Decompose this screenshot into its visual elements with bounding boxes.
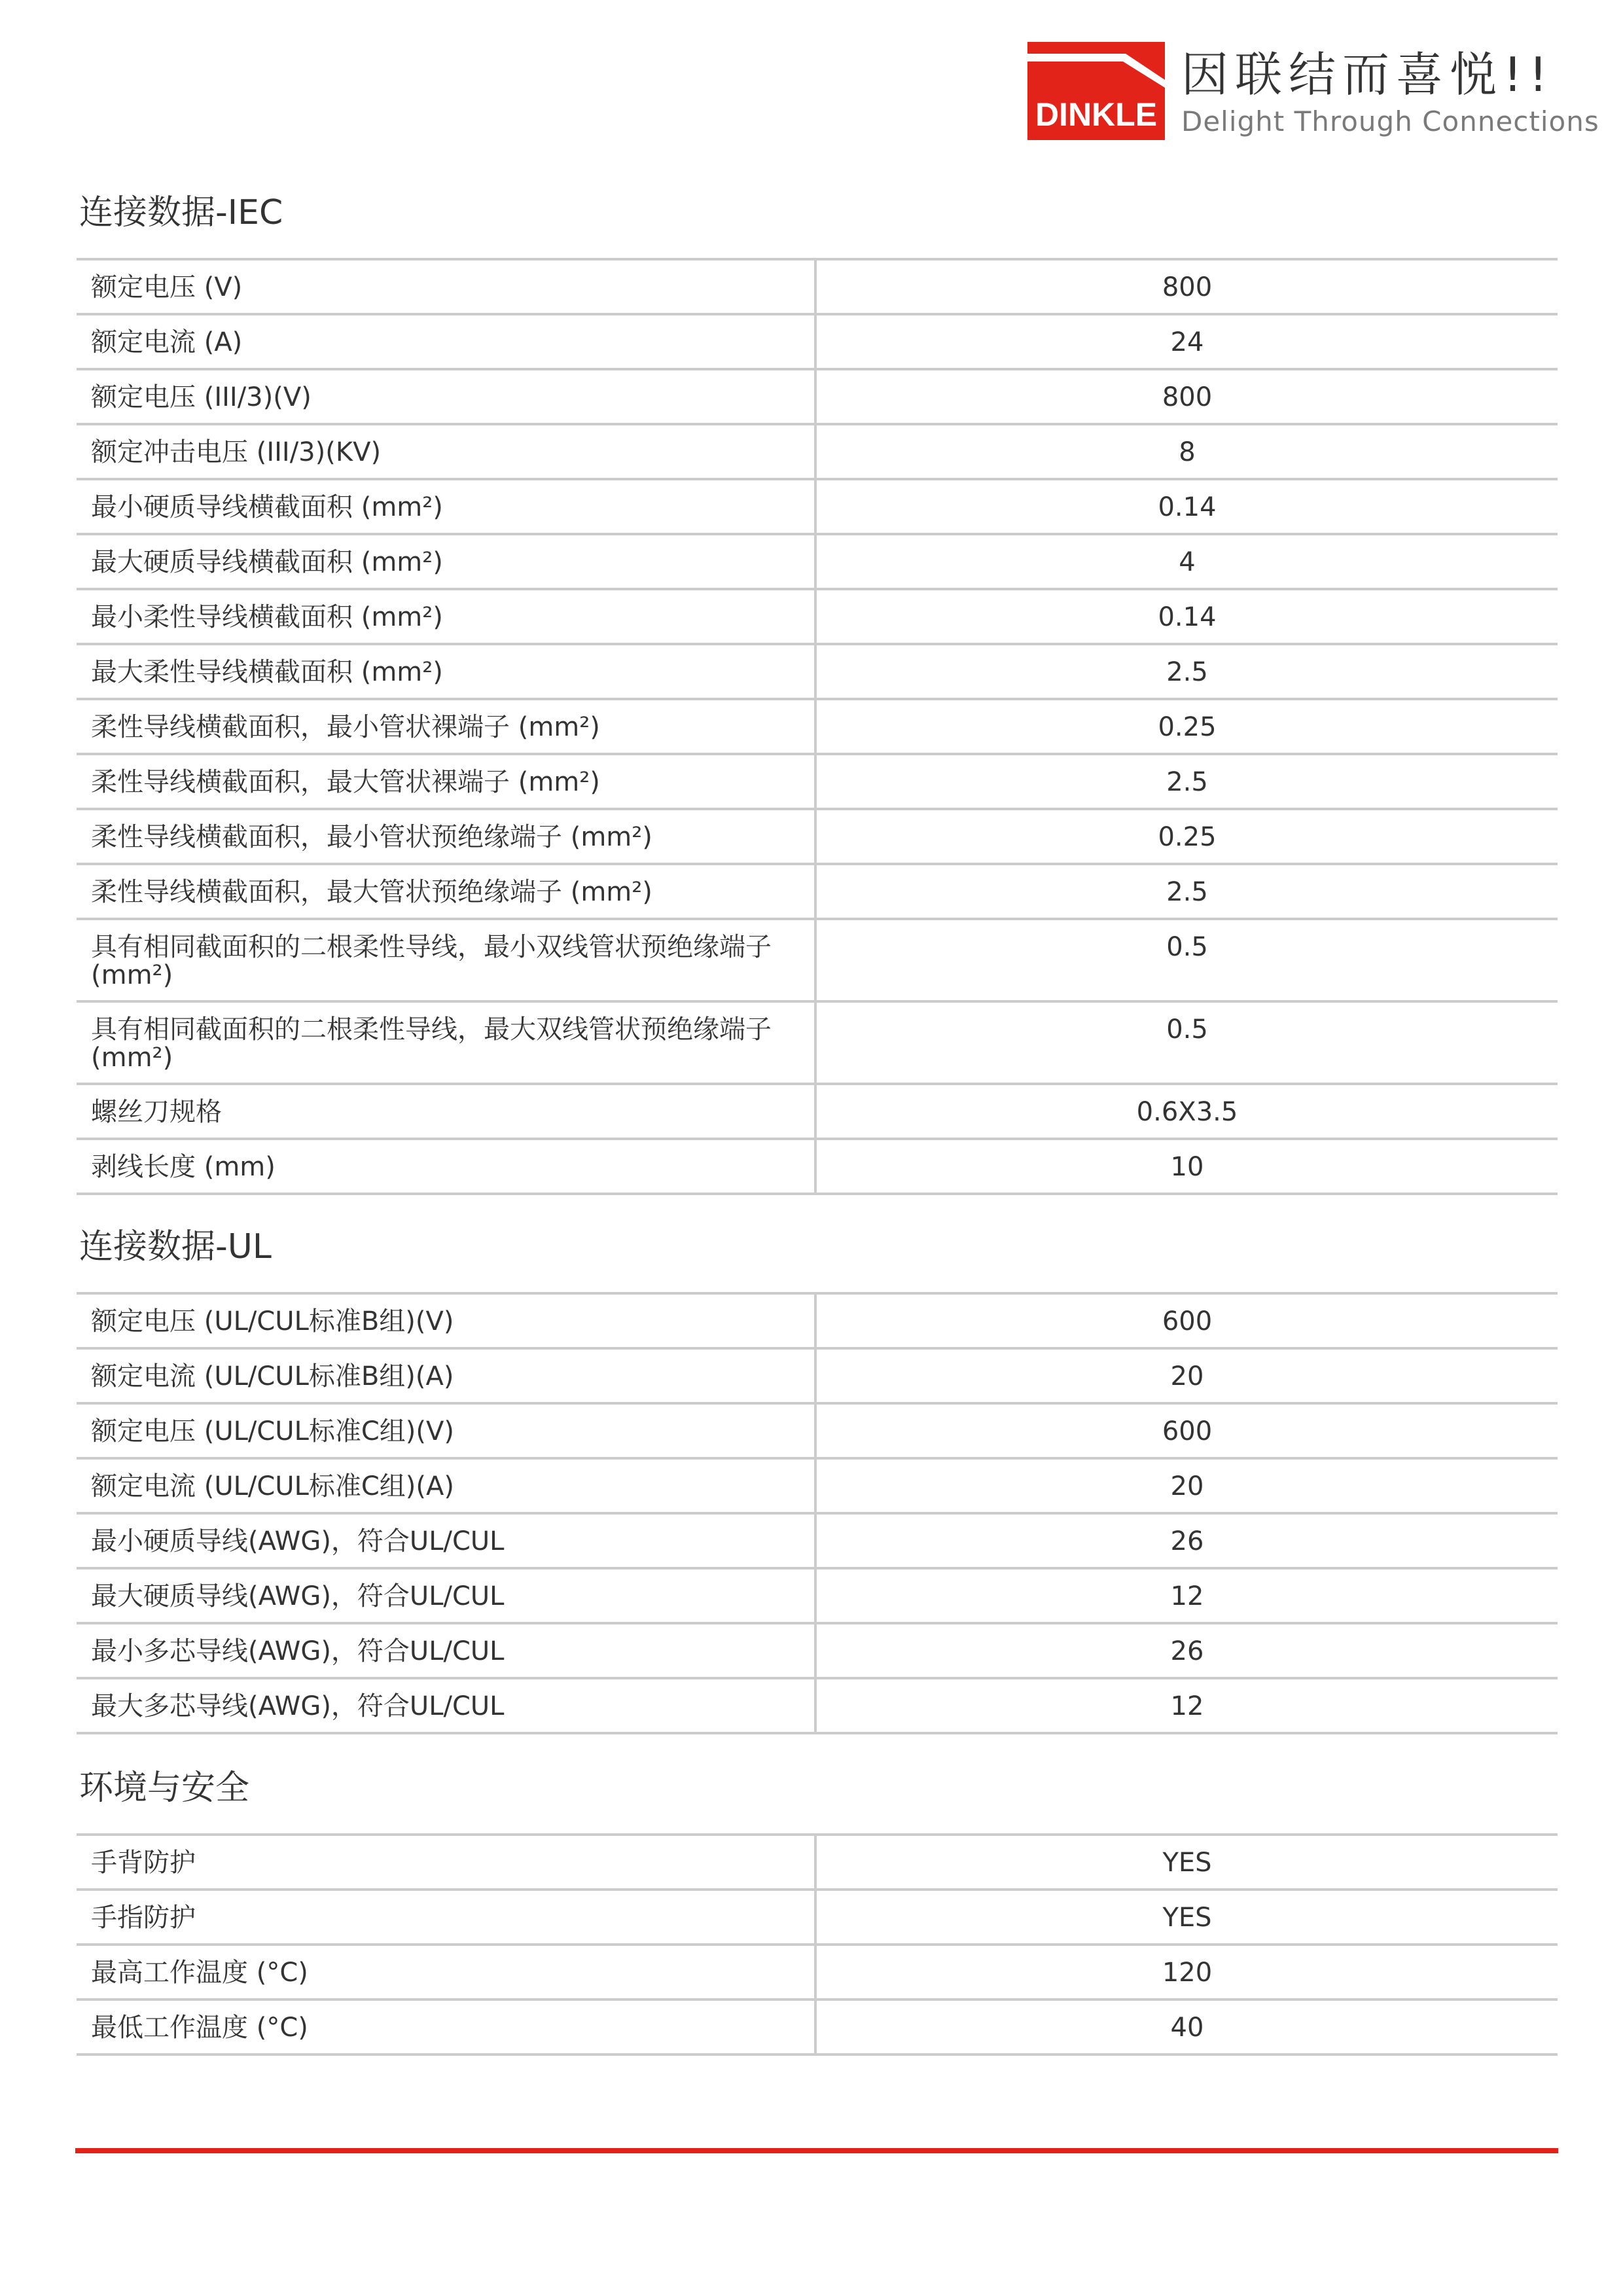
spec-value: 2.5 bbox=[815, 864, 1558, 919]
spec-label: 最小硬质导线(AWG)，符合UL/CUL bbox=[77, 1513, 815, 1568]
spec-label: 额定电压 (UL/CUL标准B组)(V) bbox=[77, 1293, 815, 1348]
table-row bbox=[77, 1678, 1558, 1733]
table-row bbox=[77, 2000, 1558, 2054]
brand-logo bbox=[1027, 42, 1599, 140]
spec-value: 0.6X3.5 bbox=[815, 1084, 1558, 1139]
spec-label: 剥线长度 (mm) bbox=[77, 1139, 815, 1194]
section-connection-iec bbox=[77, 190, 1558, 1195]
spec-label: 手背防护 bbox=[77, 1835, 815, 1890]
table-row bbox=[77, 589, 1558, 644]
spec-value: 2.5 bbox=[815, 754, 1558, 809]
spec-label: 最大柔性导线横截面积 (mm²) bbox=[77, 644, 815, 699]
spec-value: 0.5 bbox=[815, 1001, 1558, 1084]
table-row bbox=[77, 1835, 1558, 1890]
spec-value: YES bbox=[815, 1835, 1558, 1890]
table-row bbox=[77, 1293, 1558, 1348]
spec-table-iec bbox=[77, 258, 1558, 1195]
slogan-chinese: 因联结而喜悦!! bbox=[1181, 47, 1554, 102]
spec-value: 20 bbox=[815, 1348, 1558, 1403]
spec-value: 8 bbox=[815, 424, 1558, 479]
table-row bbox=[77, 1945, 1558, 2000]
table-row bbox=[77, 864, 1558, 919]
slogan-english: Delight Through Connections bbox=[1181, 105, 1599, 137]
spec-value: 26 bbox=[815, 1623, 1558, 1678]
spec-value: 10 bbox=[815, 1139, 1558, 1194]
spec-label: 额定电压 (UL/CUL标准C组)(V) bbox=[77, 1403, 815, 1458]
footer-divider bbox=[75, 2148, 1558, 2153]
spec-label: 最高工作温度 (°C) bbox=[77, 1945, 815, 2000]
table-row bbox=[77, 644, 1558, 699]
spec-value: 20 bbox=[815, 1458, 1558, 1513]
section-title: 环境与安全 bbox=[79, 1768, 250, 1808]
spec-value: 12 bbox=[815, 1568, 1558, 1623]
table-row bbox=[77, 1084, 1558, 1139]
table-row bbox=[77, 1403, 1558, 1458]
table-row bbox=[77, 1139, 1558, 1194]
spec-value: 0.25 bbox=[815, 809, 1558, 864]
spec-value: 26 bbox=[815, 1513, 1558, 1568]
spec-label: 最小多芯导线(AWG)，符合UL/CUL bbox=[77, 1623, 815, 1678]
table-row bbox=[77, 1568, 1558, 1623]
table-row bbox=[77, 1890, 1558, 1945]
spec-value: 0.14 bbox=[815, 479, 1558, 534]
spec-table-ul bbox=[77, 1292, 1558, 1734]
spec-value: YES bbox=[815, 1890, 1558, 1945]
spec-value: 24 bbox=[815, 314, 1558, 369]
table-row bbox=[77, 919, 1558, 1001]
section-environment-safety bbox=[77, 1765, 1558, 2056]
spec-value: 0.14 bbox=[815, 589, 1558, 644]
spec-value: 40 bbox=[815, 2000, 1558, 2054]
spec-label: 额定电流 (UL/CUL标准B组)(A) bbox=[77, 1348, 815, 1403]
spec-label: 额定电压 (III/3)(V) bbox=[77, 369, 815, 424]
table-row bbox=[77, 424, 1558, 479]
table-row bbox=[77, 1458, 1558, 1513]
section-connection-ul bbox=[77, 1224, 1558, 1734]
table-row bbox=[77, 1623, 1558, 1678]
spec-label: 柔性导线横截面积，最大管状裸端子 (mm²) bbox=[77, 754, 815, 809]
spec-value: 800 bbox=[815, 369, 1558, 424]
table-row bbox=[77, 479, 1558, 534]
spec-label: 额定电压 (V) bbox=[77, 259, 815, 314]
spec-label: 柔性导线横截面积，最小管状预绝缘端子 (mm²) bbox=[77, 809, 815, 864]
spec-value: 0.25 bbox=[815, 699, 1558, 754]
spec-label: 最小柔性导线横截面积 (mm²) bbox=[77, 589, 815, 644]
section-title: 连接数据-IEC bbox=[79, 193, 283, 232]
spec-label: 具有相同截面积的二根柔性导线，最大双线管状预绝缘端子 (mm²) bbox=[77, 1001, 815, 1084]
spec-value: 0.5 bbox=[815, 919, 1558, 1001]
logo-wordmark: DINKLE bbox=[1035, 96, 1158, 133]
section-title: 连接数据-UL bbox=[79, 1227, 272, 1266]
table-row bbox=[77, 534, 1558, 589]
table-row bbox=[77, 699, 1558, 754]
spec-label: 柔性导线横截面积，最小管状裸端子 (mm²) bbox=[77, 699, 815, 754]
spec-value: 600 bbox=[815, 1403, 1558, 1458]
spec-value: 12 bbox=[815, 1678, 1558, 1733]
spec-value: 800 bbox=[815, 259, 1558, 314]
spec-label: 具有相同截面积的二根柔性导线，最小双线管状预绝缘端子 (mm²) bbox=[77, 919, 815, 1001]
spec-value: 600 bbox=[815, 1293, 1558, 1348]
spec-value: 4 bbox=[815, 534, 1558, 589]
table-row bbox=[77, 1513, 1558, 1568]
table-row bbox=[77, 1348, 1558, 1403]
spec-label: 最大多芯导线(AWG)，符合UL/CUL bbox=[77, 1678, 815, 1733]
spec-label: 最低工作温度 (°C) bbox=[77, 2000, 815, 2054]
spec-label: 手指防护 bbox=[77, 1890, 815, 1945]
spec-table-environment bbox=[77, 1833, 1558, 2056]
table-row bbox=[77, 314, 1558, 369]
table-row bbox=[77, 369, 1558, 424]
spec-label: 柔性导线横截面积，最大管状预绝缘端子 (mm²) bbox=[77, 864, 815, 919]
spec-label: 额定冲击电压 (III/3)(KV) bbox=[77, 424, 815, 479]
table-row bbox=[77, 754, 1558, 809]
table-row bbox=[77, 1001, 1558, 1084]
dinkle-logo-icon bbox=[1027, 42, 1165, 140]
spec-value: 120 bbox=[815, 1945, 1558, 2000]
spec-label: 螺丝刀规格 bbox=[77, 1084, 815, 1139]
spec-label: 额定电流 (A) bbox=[77, 314, 815, 369]
spec-label: 额定电流 (UL/CUL标准C组)(A) bbox=[77, 1458, 815, 1513]
spec-label: 最大硬质导线横截面积 (mm²) bbox=[77, 534, 815, 589]
spec-label: 最大硬质导线(AWG)，符合UL/CUL bbox=[77, 1568, 815, 1623]
spec-value: 2.5 bbox=[815, 644, 1558, 699]
table-row bbox=[77, 809, 1558, 864]
table-row bbox=[77, 259, 1558, 314]
spec-label: 最小硬质导线横截面积 (mm²) bbox=[77, 479, 815, 534]
